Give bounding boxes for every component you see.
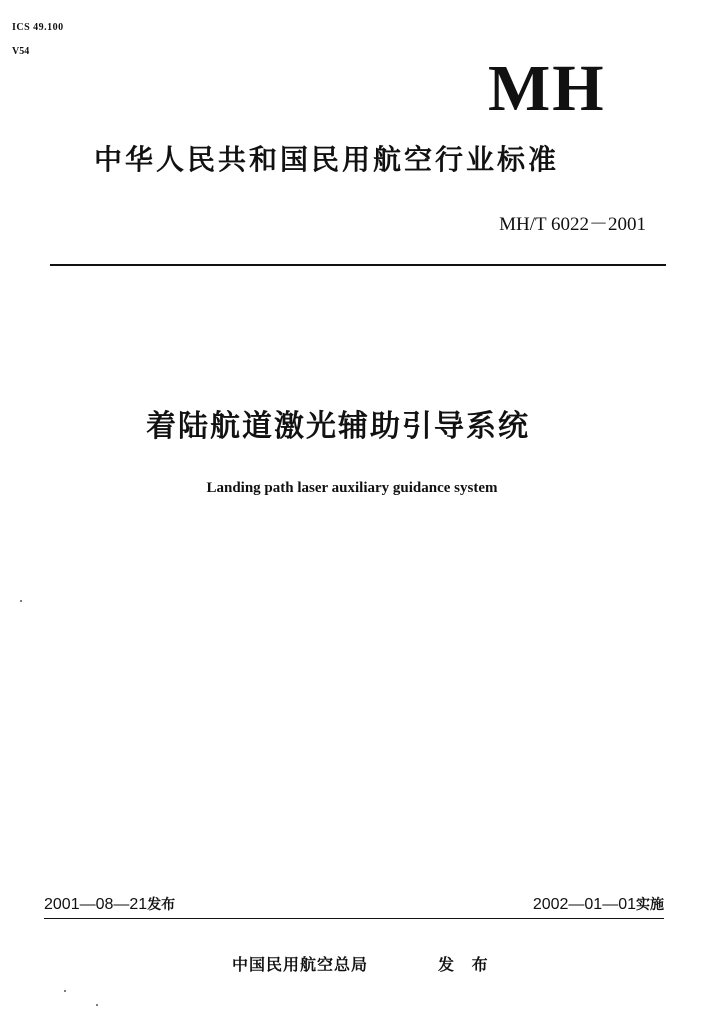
top-divider (50, 264, 666, 266)
release-date-block (44, 894, 175, 916)
standard-type-heading: 中华人民共和国民用航空行业标准 (94, 143, 560, 176)
issue-label: 发 布 (438, 955, 494, 974)
effective-date-block (533, 894, 664, 916)
issuing-authority: 中国民用航空总局 (232, 955, 369, 974)
bottom-divider (44, 918, 664, 919)
effective-label: 实施 (636, 897, 664, 913)
release-date: 2001—08—21 (44, 896, 148, 913)
standard-number: MH/T 6022－2001 (499, 214, 646, 235)
classification-code: V54 (12, 46, 30, 57)
scan-speck (96, 1004, 98, 1006)
ics-code: ICS 49.100 (12, 22, 64, 33)
scan-speck (20, 600, 22, 602)
document-title-chinese: 着陆航道激光辅助引导系统 (146, 409, 530, 444)
effective-date: 2002—01—01 (532, 896, 636, 913)
release-label: 发布 (147, 897, 176, 913)
mh-logo: MH (488, 52, 606, 125)
document-title-english: Landing path laser auxiliary guidance system (206, 480, 498, 496)
scan-speck (64, 990, 66, 992)
